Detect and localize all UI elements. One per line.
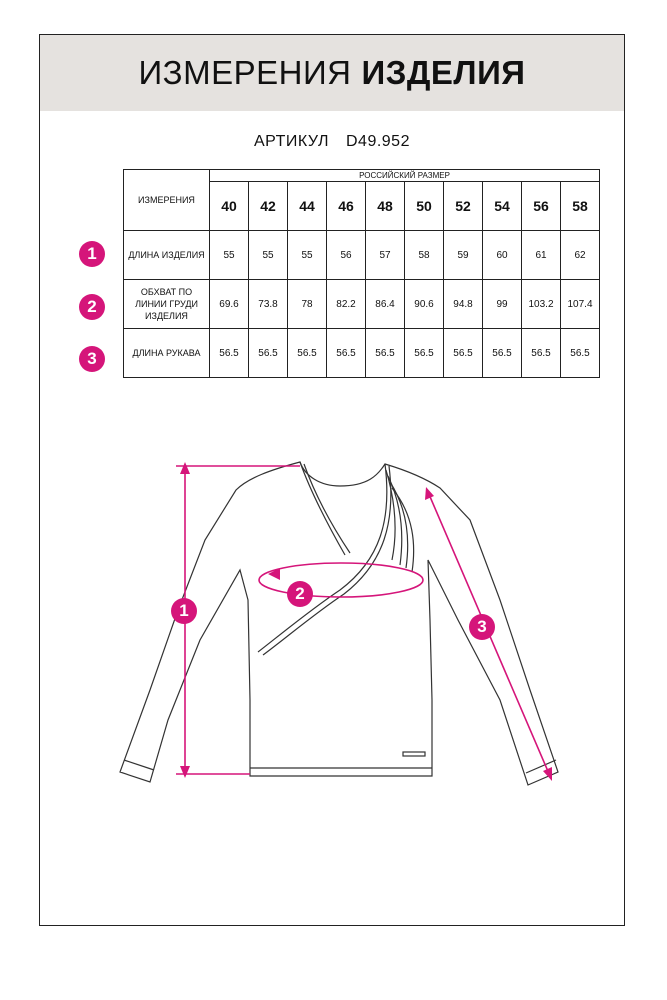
table-cell: 56 — [327, 231, 366, 280]
arrowhead — [180, 462, 190, 474]
row-marker-3: 3 — [79, 346, 105, 372]
table-cell: 60 — [483, 231, 522, 280]
article-code: D49.952 — [345, 133, 410, 150]
size-header: 58 — [561, 182, 600, 231]
row-marker-1: 1 — [79, 241, 105, 267]
size-header: 42 — [249, 182, 288, 231]
diagram-marker-1: 1 — [171, 598, 197, 624]
title-light: ИЗМЕРЕНИЯ — [138, 54, 352, 91]
row-label: ОБХВАТ ПО ЛИНИИ ГРУДИ ИЗДЕЛИЯ — [124, 280, 210, 329]
diagram-marker-2: 2 — [287, 581, 313, 607]
table-cell: 57 — [366, 231, 405, 280]
corner-label: ИЗМЕРЕНИЯ — [124, 170, 210, 231]
table-cell: 56.5 — [210, 329, 249, 378]
row-marker-2: 2 — [79, 294, 105, 320]
size-header: 44 — [288, 182, 327, 231]
arrowhead — [543, 767, 552, 781]
table-cell: 61 — [522, 231, 561, 280]
table-cell: 103.2 — [522, 280, 561, 329]
size-header: 48 — [366, 182, 405, 231]
table-cell: 62 — [561, 231, 600, 280]
title-bold: ИЗДЕЛИЯ — [361, 54, 526, 91]
arrowhead — [425, 487, 434, 500]
table-cell: 78 — [288, 280, 327, 329]
table-cell: 82.2 — [327, 280, 366, 329]
table-cell: 56.5 — [522, 329, 561, 378]
chest-ellipse — [259, 563, 423, 597]
table-cell: 73.8 — [249, 280, 288, 329]
size-header: 50 — [405, 182, 444, 231]
row-label: ДЛИНА ИЗДЕЛИЯ — [124, 231, 210, 280]
table-cell: 56.5 — [561, 329, 600, 378]
table-cell: 94.8 — [444, 280, 483, 329]
table-cell: 55 — [288, 231, 327, 280]
table-cell: 58 — [405, 231, 444, 280]
table-cell: 56.5 — [444, 329, 483, 378]
size-header: 56 — [522, 182, 561, 231]
table-cell: 86.4 — [366, 280, 405, 329]
size-header: 46 — [327, 182, 366, 231]
table-cell: 56.5 — [366, 329, 405, 378]
table-cell: 55 — [210, 231, 249, 280]
size-header: 54 — [483, 182, 522, 231]
table-cell: 90.6 — [405, 280, 444, 329]
table-cell: 56.5 — [249, 329, 288, 378]
article-label: АРТИКУЛ — [254, 133, 330, 150]
arrowhead — [180, 766, 190, 778]
table-cell: 56.5 — [288, 329, 327, 378]
table-cell: 59 — [444, 231, 483, 280]
table-cell: 99 — [483, 280, 522, 329]
size-header: 40 — [210, 182, 249, 231]
size-header: 52 — [444, 182, 483, 231]
table-cell: 56.5 — [483, 329, 522, 378]
group-header: РОССИЙСКИЙ РАЗМЕР — [210, 170, 600, 182]
diagram-marker-3: 3 — [469, 614, 495, 640]
table-cell: 56.5 — [327, 329, 366, 378]
table-cell: 69.6 — [210, 280, 249, 329]
measure-arrowheads — [180, 462, 552, 781]
table-cell: 55 — [249, 231, 288, 280]
table-cell: 56.5 — [405, 329, 444, 378]
table-cell: 107.4 — [561, 280, 600, 329]
row-label: ДЛИНА РУКАВА — [124, 329, 210, 378]
